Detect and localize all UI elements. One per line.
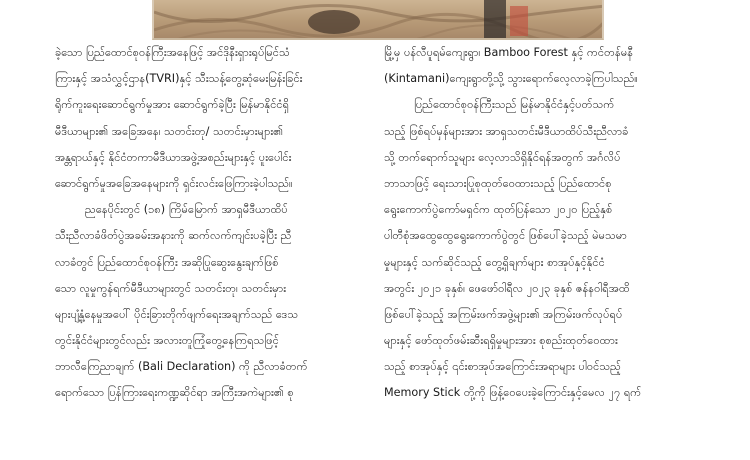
text-line: ပါတီစုံအထွေထွေရွေးကောက်ပွဲတွင် ဖြစ်ပေါ်ခဲ့သည့် မဲမသမာ — [384, 229, 627, 243]
text-line: ခဲ့သော ပြည်ထောင်စုဝန်ကြီးအနေဖြင့် အင်ဒိုနီးရှားရုပ်မြင်သံ — [55, 46, 290, 59]
text-line: တွင်းနိုင်ငံများတွင်လည်း အလားတူကြုံတွေ့နေကြရသဖြင့် — [55, 334, 279, 348]
text-line: ရိုက်ကူးရေးဆောင်ရွက်မှုအား ဆောင်ရွက်ခဲ့ပြီး မြန်မာနိုင်ငံရှိ — [55, 98, 290, 112]
text-line: များပျံ့နှံ့နေမှုအပေါ် ပိုင်းခြားတိုက်ဖျက်ရေးအချက်သည် ဒေသ — [55, 307, 299, 321]
right-text-column — [384, 40, 714, 407]
text-line: ဖြစ်ပေါ်ခဲ့သည့် အကြမ်းဖက်အဖွဲ့များ၏ အကြမ်းဖက်လုပ်ရပ် — [384, 307, 623, 321]
text-line: လာခံတွင် ပြည်ထောင်စုဝန်ကြီး အဆိုပြုဆွေးနွေးချက်ဖြစ် — [55, 255, 279, 269]
text-line: Memory Stick တို့ကို ဖြန့်ဝေပေးခဲ့ကြောင်းနှင့်မေလ ၂၇ ရက် — [384, 386, 642, 400]
text-line: မြို့မှ ပန်လီပူရမ်ကျေးရွာ၊ Bamboo Forest နှင့် ကင်တန်မနီ — [384, 46, 634, 59]
photo-floor-pattern — [154, 0, 604, 40]
text-line: ရောက်သော ပြန်ကြားရေးကဏ္ဍဆိုင်ရာ အကြီးအကဲများ၏ စု — [55, 386, 294, 400]
text-line: ပြည်ထောင်စုဝန်ကြီးသည် မြန်မာနိုင်ငံနှင့်ပတ်သက် — [414, 98, 615, 112]
text-line: သည့် စာအုပ်နှင့် ၎င်းစာအုပ်အကြောင်းအရာများ ပါဝင်သည့် — [384, 360, 621, 374]
text-line: သီးညီလာခံဖိတ်ပွဲအခမ်းအနားကို ဆက်လက်ကျင်းပခဲ့ပြီး ညီ — [55, 229, 292, 243]
text-line: (Kintamani)ကျေးရွာတို့သို့ သွားရောက်လေ့လာခဲ့ကြပါသည်။ — [384, 72, 638, 86]
text-line: ရွေးကောက်ပွဲကော်မရှင်က ထုတ်ပြန်သော ၂၀၂၀ ပြည့်နှစ် — [384, 203, 613, 217]
text-line: အတွင်း ၂၀၂၁ ခုနှစ်၊ ဖေဖော်ဝါရီလ ၂၀၂၃ ခုနှစ် ဇန်နဝါရီအထိ — [384, 281, 630, 295]
text-line: များနှင့် ဖော်ထုတ်ဖမ်းဆီးရရှိမှုများအား စုစည်းထုတ်ဝေထား — [384, 334, 618, 348]
text-line: မှုများနှင့် သက်ဆိုင်သည့် တွေ့ရှိချက်များ စာအုပ်နှင့်နိုင်ငံ — [384, 255, 605, 269]
text-line: သို့ တက်ရောက်သူများ လေ့လာသိရှိနိုင်ရန်အတွက် အင်္ဂလိပ် — [384, 150, 621, 164]
text-line: ဆောင်ရွက်မှုအခြေအနေများကို ရှင်းလင်းဖြေကြားခဲ့ပါသည်။ — [55, 176, 293, 190]
text-line: အန္တရာယ်နှင့် နိုင်ငံတကာမီဒီယာအဖွဲ့အစည်းများနှင့် ပူးပေါင်း — [55, 150, 292, 164]
article-photo — [152, 0, 604, 40]
text-line: ဘာလီကြေညာချက် (Bali Declaration) ကို ညီလာခံတက် — [55, 360, 308, 374]
left-text-column — [55, 40, 375, 407]
text-line: ကြားနှင့် အသံလွှင့်ဌာန(TVRI)နှင့် သီးသန့်တွေ့ဆုံမေးမြန်းခြင်း — [55, 72, 303, 86]
text-line: သော လူမှုကွန်ရက်မီဒီယာများတွင် သတင်းတု၊ သတင်းမှား — [55, 281, 287, 295]
text-line: မီဒီယာများ၏ အခြေအနေ၊ သတင်းတု/ သတင်းမှားများ၏ — [55, 124, 284, 138]
text-line: ညနေပိုင်းတွင် (၁၈) ကြိမ်မြောက် အာရှမီဒီယာထိပ် — [85, 203, 288, 217]
text-line: ဘာသာဖြင့် ရေးသားပြုစုထုတ်ဝေထားသည့် ပြည်ထောင်စု — [384, 176, 612, 190]
text-line: သည့် ဖြစ်ရပ်မှန်များအား အာရှသတင်းမီဒီယာထိပ်သီးညီလာခံ — [384, 124, 629, 138]
